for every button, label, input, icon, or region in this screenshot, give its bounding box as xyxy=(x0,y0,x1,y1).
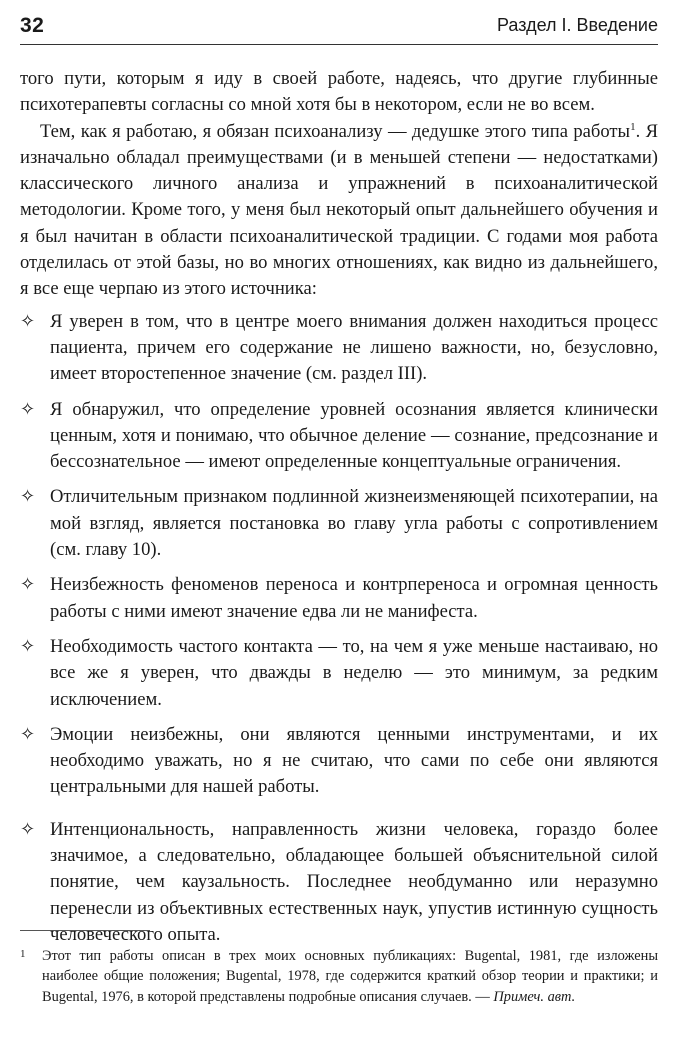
four-point-star-icon: ✧ xyxy=(20,635,36,657)
four-point-star-icon: ✧ xyxy=(20,723,36,745)
footnote-number: 1 xyxy=(20,948,26,960)
paragraph-psychoanalysis xyxy=(20,119,658,303)
list-item xyxy=(20,634,658,713)
list-item-text: Необходимость частого контакта — то, на чем я уже меньше настаиваю, но все же я уверен, что дважды в неделю — это минимум, за редким исключением. xyxy=(50,635,658,710)
list-item-text: Эмоции неизбежны, они являются ценными инструментами, и их необходимо уважать, но я не считаю, что сами по себе они являются центральными для нашей работы. xyxy=(50,723,658,798)
list-item-text: Я обнаружил, что определение уровней осознания является клинически ценным, хотя и понимаю, что обычное деление — сознание, предсознание и бессознательное — имеют определенные концептуальные ограничения. xyxy=(50,398,658,473)
footnote-text: Этот тип работы описан в трех моих основных публикациях: Bugental, 1981, где изложены наиболее общие положения; Bugental, 1978, где содержится краткий обзор теории и практики; и Bugental, 1976, в которой представлены подробные описания случаев. — xyxy=(42,948,658,1005)
four-point-star-icon: ✧ xyxy=(20,818,36,840)
list-item-text: Я уверен в том, что в центре моего внимания должен находиться процесс пациента, причем его содержание не лишено важности, но, безусловно, имеет второстепенное значение (см. раздел III). xyxy=(50,310,658,385)
footnote-reference[interactable]: 1 xyxy=(630,120,636,133)
footnote-body xyxy=(20,946,658,1007)
page-number: 32 xyxy=(20,14,45,37)
footnote-divider xyxy=(20,930,150,931)
list-item-text: Отличительным признаком подлинной жизнеизменяющей психотерапии, на мой взгляд, является постановка во главу угла работы с сопротивлением (см. главу 10). xyxy=(50,486,658,561)
footnote xyxy=(20,946,658,1007)
bullet-list xyxy=(20,309,658,949)
list-item-text: Неизбежность феноменов переноса и контрпереноса и огромная ценность работы с ними имеют значение едва ли не манифеста. xyxy=(50,574,658,622)
header-divider xyxy=(20,44,658,45)
four-point-star-icon: ✧ xyxy=(20,486,36,508)
running-head: Раздел I. Введение xyxy=(497,15,658,35)
page-header xyxy=(20,10,658,44)
body-text xyxy=(20,66,658,957)
list-item xyxy=(20,572,658,625)
paragraph-text: Тем, как я работаю, я обязан психоанализу — дедушке этого типа работы xyxy=(40,120,631,142)
paragraph-continuation: того пути, которым я иду в своей работе, надеясь, что другие глубинные психотерапевты согласны со мной хотя бы в некотором, если не во всем. xyxy=(20,68,658,116)
list-item xyxy=(20,722,658,801)
list-item xyxy=(20,397,658,476)
list-item xyxy=(20,484,658,563)
list-item xyxy=(20,309,658,388)
paragraph-text-continued: . Я изначально обладал преимуществами (и в меньшей степени — недостатками) классического личного анализа и упражнений в психоаналитической методологии. Кроме того, у меня был некоторый опыт дальнейшего обучения и я был начитан в области психоаналитической традиции. С годами моя работа отделилась от этой базы, но во многих отношениях, как видно из дальнейшего, я все еще черпаю из этого источника: xyxy=(20,120,659,300)
list-item xyxy=(20,817,658,948)
four-point-star-icon: ✧ xyxy=(20,574,36,596)
four-point-star-icon: ✧ xyxy=(20,398,36,420)
footnote-attribution: Примеч. авт. xyxy=(493,988,576,1005)
four-point-star-icon: ✧ xyxy=(20,310,36,332)
list-item-text: Интенциональность, направленность жизни человека, гораздо более значимое, а следовательно, обладающее большей объяснительной силой понятие, чем каузальность. Последнее необдуманно или неразумно перенесли из объективных естественных наук, упустив истинную сущность человеческого опыта. xyxy=(50,818,658,945)
